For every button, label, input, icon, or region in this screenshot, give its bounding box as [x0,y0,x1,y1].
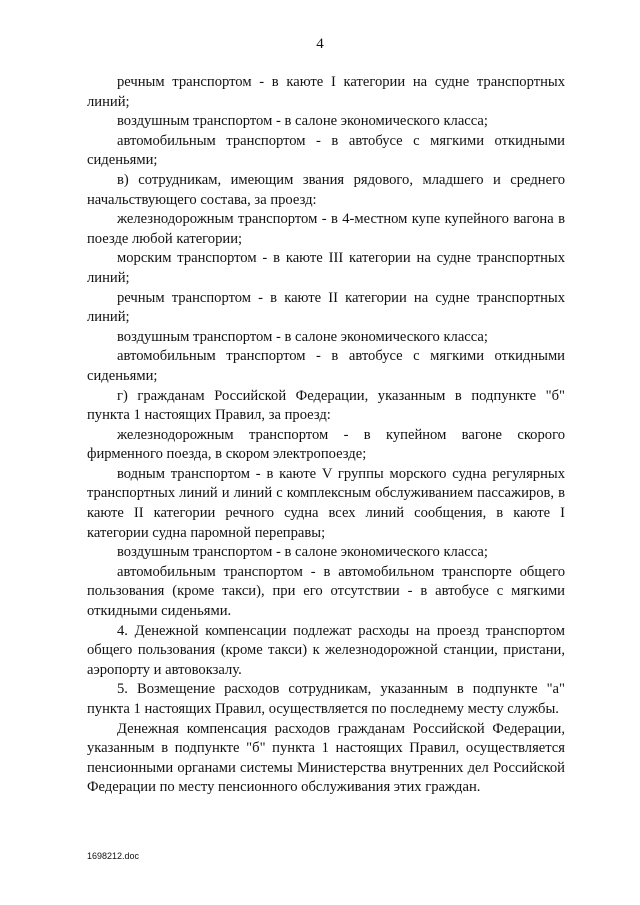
paragraph: автомобильным транспортом - в автобусе с мягкими откидными сиденьями; [87,132,565,169]
paragraph: 5. Возмещение расходов сотрудникам, указанным в подпункте "а" пункта 1 настоящих Правил, осуществляется по последнему месту службы. [87,681,565,717]
document-body [87,73,565,798]
paragraph: речным транспортом - в каюте II категории на судне транспортных линий; [87,289,565,326]
paragraph: воздушным транспортом - в салоне экономического класса; [117,544,488,561]
paragraph: автомобильным транспортом - в автобусе с мягкими откидными сиденьями; [87,348,565,384]
paragraph: Денежная компенсация расходов гражданам Российской Федерации, указанным в подпункте "б" пункта 1 настоящих Правил, осуществляется пенсионными органами системы Министерства внутренних дел Российской Федерации по месту пенсионного обслуживания этих граждан. [87,720,565,796]
paragraph: в) сотрудникам, имеющим звания рядового, младшего и среднего начальствующего состава, за проезд: [87,171,565,208]
file-name-footer: 1698212.doc [87,851,140,861]
paragraph: водным транспортом - в каюте V группы морского судна регулярных транспортных линий и линий с комплексным обслуживанием пассажиров, в каюте II категории речного судна всех линий сообщения, в каюте I категории судна паромной переправы; [87,465,565,541]
paragraph: железнодорожным транспортом - в купейном вагоне скорого фирменного поезда, в скором электропоезде; [87,426,565,463]
paragraph: г) гражданам Российской Федерации, указанным в подпункте "б" пункта 1 настоящих Правил, за проезд: [87,387,565,424]
paragraph: автомобильным транспортом - в автомобильном транспорте общего пользования (кроме такси), при его отсутствии - в автобусе с мягкими откидными сиденьями. [87,563,565,620]
paragraph: железнодорожным транспортом - в 4-местном купе купейного вагона в поезде любой категории; [87,211,565,247]
paragraph: воздушным транспортом - в салоне экономического класса; [117,113,488,130]
page-number: 4 [316,36,324,52]
paragraph: 4. Денежной компенсации подлежат расходы на проезд транспортом общего пользования (кроме такси) к железнодорожной станции, пристани, аэропорту и автовокзалу. [87,622,565,678]
paragraph: речным транспортом - в каюте I категории на судне транспортных линий; [87,74,565,110]
paragraph: морским транспортом - в каюте III категории на судне транспортных линий; [87,250,565,286]
paragraph: воздушным транспортом - в салоне экономического класса; [117,328,488,345]
